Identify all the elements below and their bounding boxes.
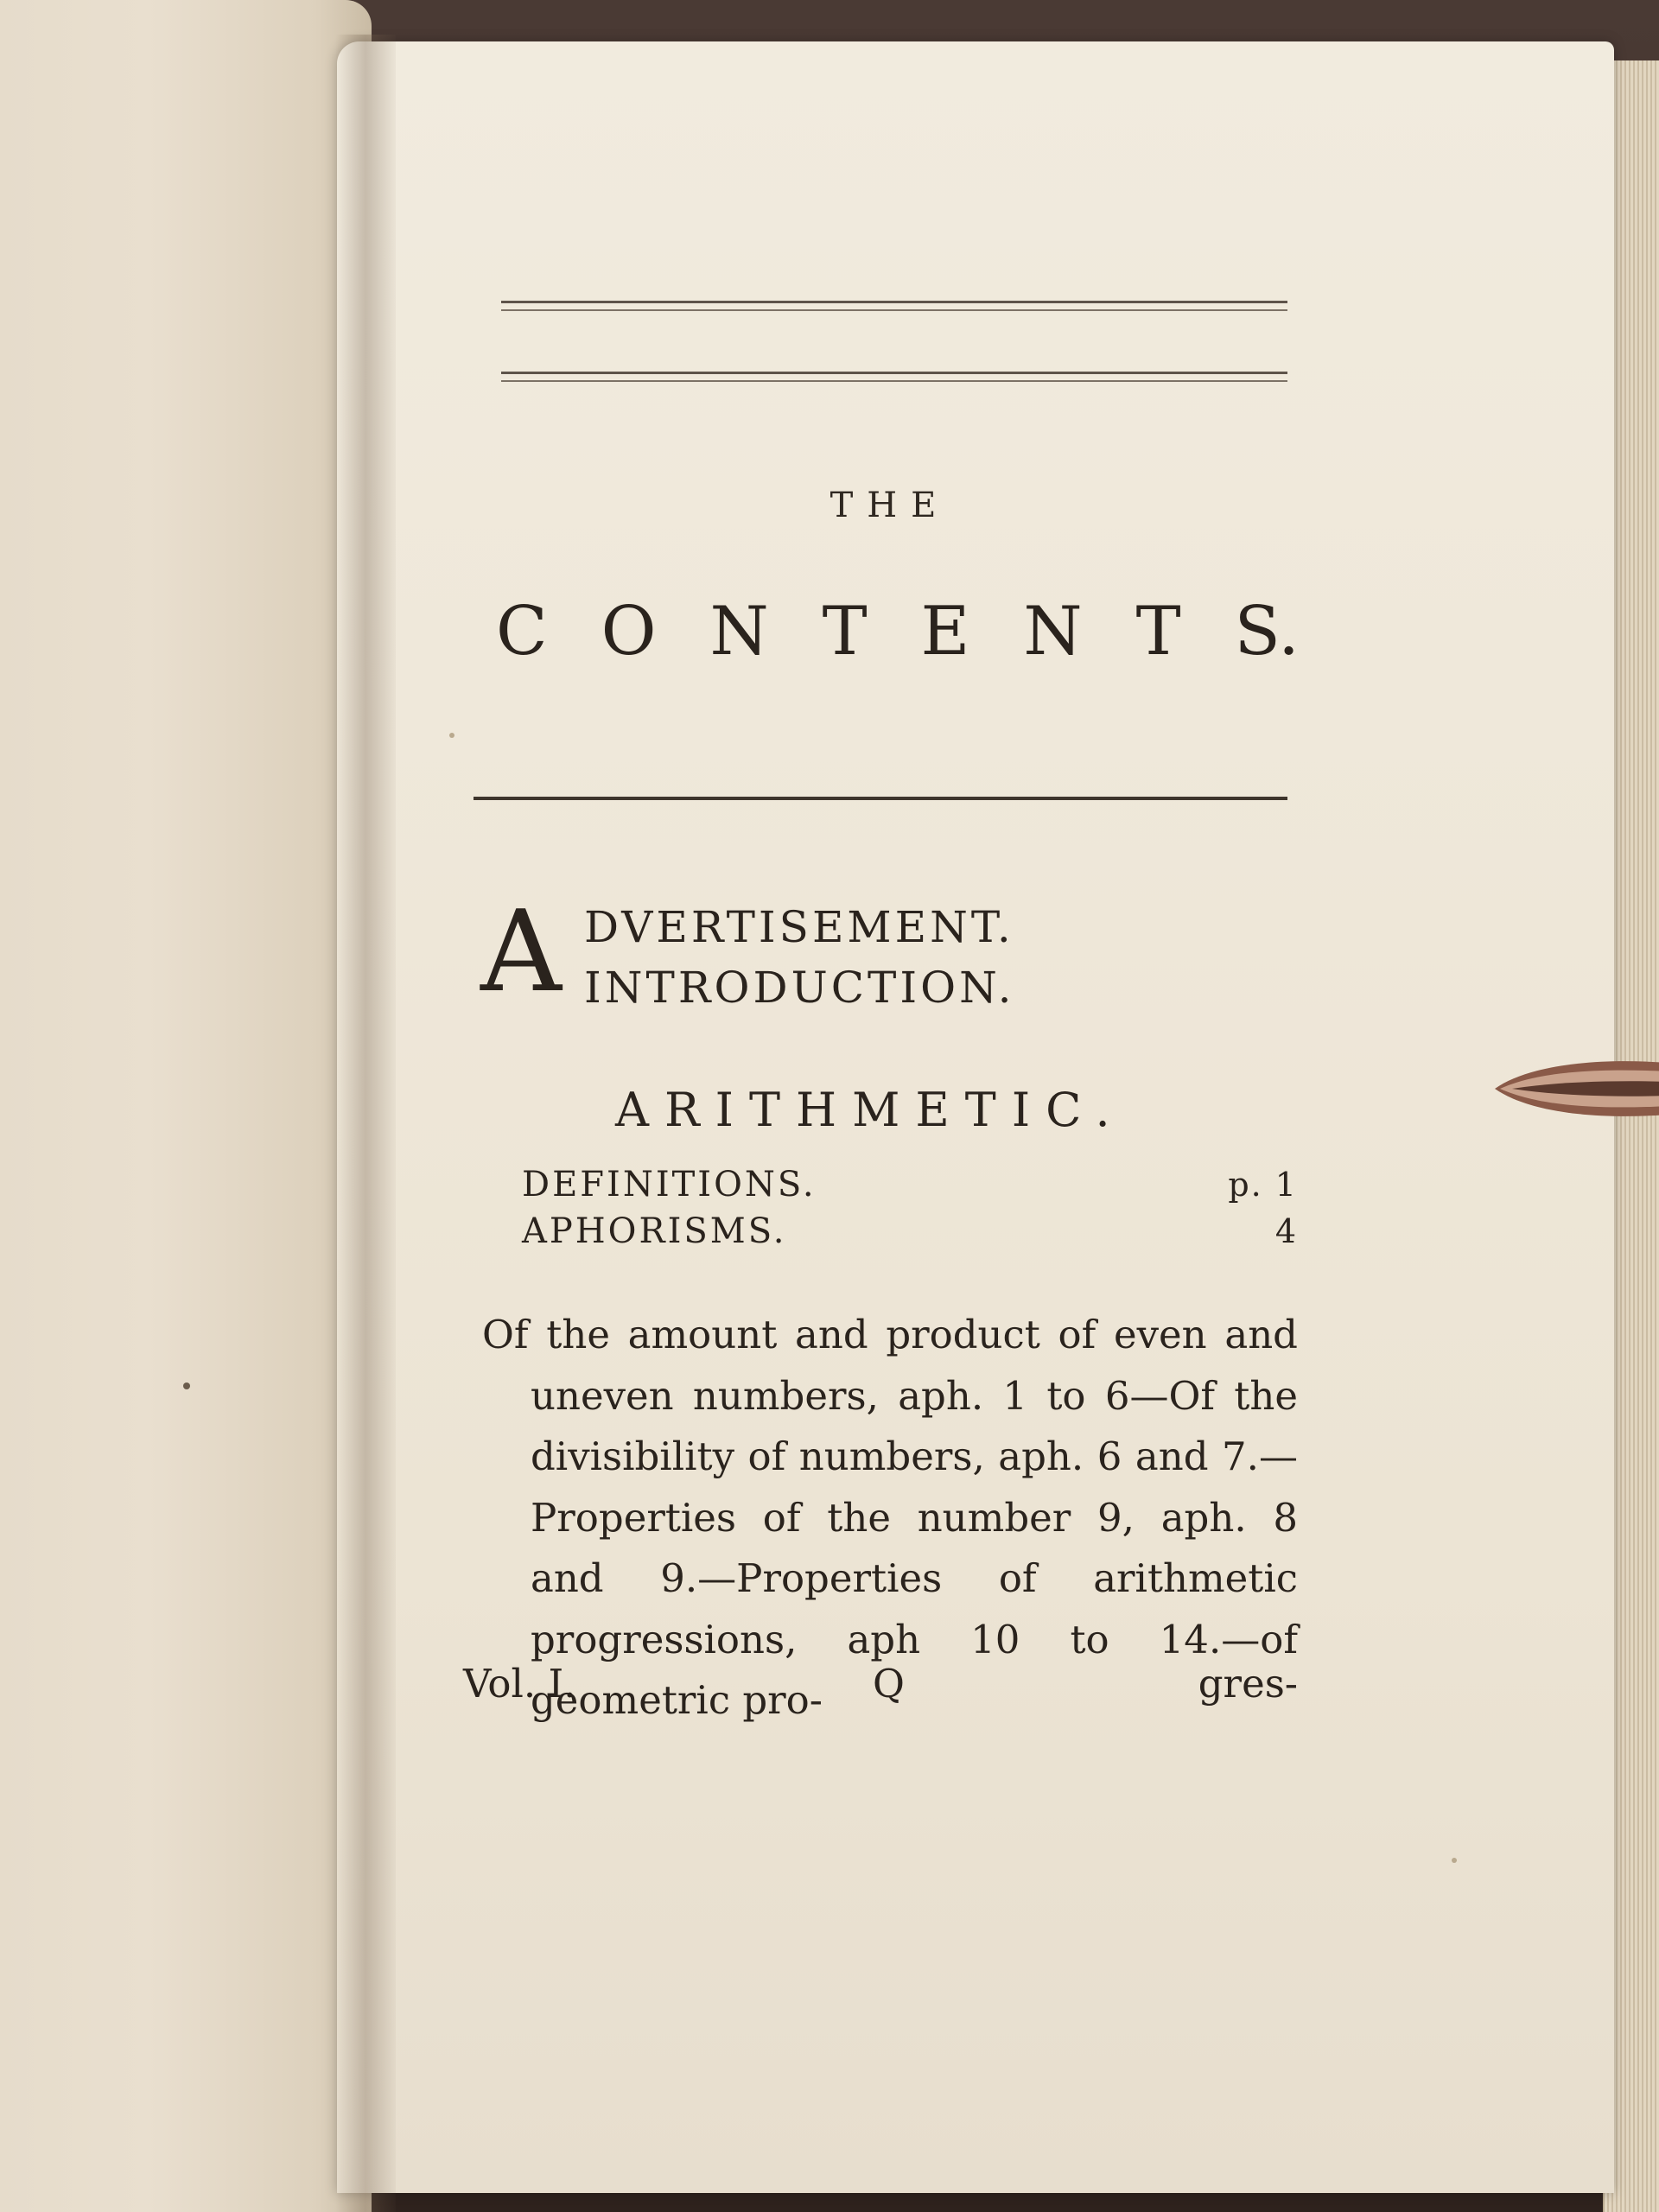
title-letter: S. <box>1234 593 1300 671</box>
title-the: THE <box>830 486 950 525</box>
metal-clasp-icon <box>1495 1056 1659 1122</box>
introduction-entry: INTRODUCTION. <box>584 963 1015 1013</box>
toc-page: 4 <box>1274 1212 1298 1250</box>
paper-speck <box>1452 1858 1457 1863</box>
title-letter: N <box>1023 593 1083 671</box>
left-blank-page <box>0 0 372 2212</box>
single-rule <box>474 797 1287 800</box>
advertisement-entry: DVERTISEMENT. <box>584 902 1014 952</box>
toc-entry <box>522 1165 1298 1205</box>
double-rule-top <box>501 301 1287 317</box>
title-letter: O <box>601 593 657 671</box>
body-text: Of the amount and product of even and uneven numbers, aph. 1 to 6—Of the divisibility of numbers, aph. 6 and 7.—Properties of the number 9, aph. 8 and 9.—Properties of arithmetic progressions, aph 10 to 14.—of geometric pro- <box>482 1312 1298 1723</box>
title-letter: N <box>709 593 769 671</box>
title-contents <box>496 593 1300 671</box>
signature-mark: Q <box>873 1661 905 1707</box>
volume-label: Vol. I. <box>463 1661 576 1707</box>
toc-entry <box>522 1211 1298 1251</box>
toc-label: APHORISMS. <box>522 1211 787 1251</box>
catchword: gres- <box>1198 1661 1298 1707</box>
gutter-shadow <box>335 35 396 2212</box>
paper-speck <box>183 1382 190 1389</box>
toc-label: DEFINITIONS. <box>522 1165 817 1205</box>
title-letter: T <box>822 593 868 671</box>
drop-cap: A <box>480 886 562 1017</box>
title-letter: T <box>1135 593 1181 671</box>
section-heading: ARITHMETIC. <box>615 1083 1126 1137</box>
paper-speck <box>449 733 454 738</box>
title-letter: E <box>920 593 970 671</box>
double-rule-middle <box>501 372 1287 388</box>
toc-page: p. 1 <box>1228 1166 1298 1204</box>
title-letter: C <box>496 593 548 671</box>
